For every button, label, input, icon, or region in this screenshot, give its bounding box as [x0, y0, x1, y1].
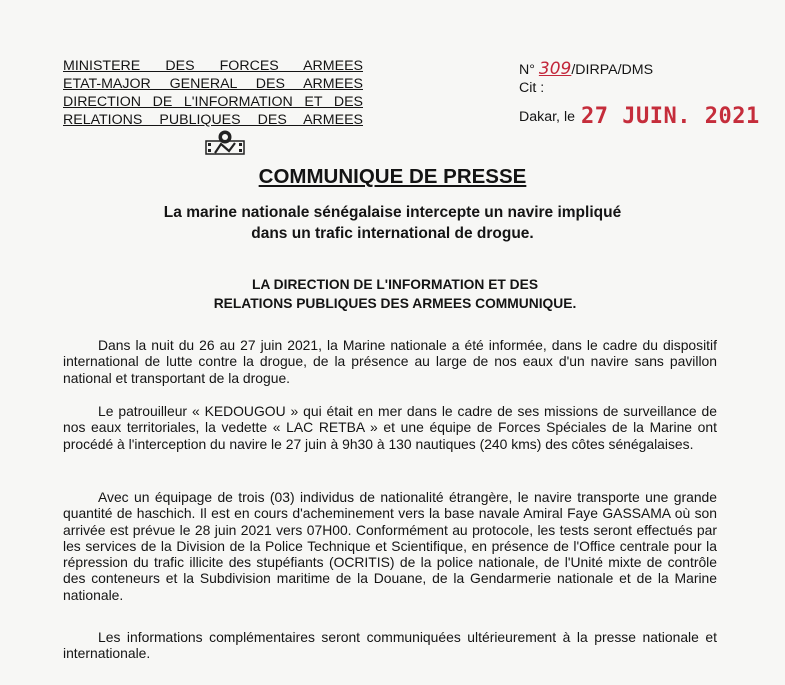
page-title [0, 165, 785, 189]
subtitle [100, 202, 685, 244]
paragraph-1: Dans la nuit du 26 au 27 juin 2021, la Marine nationale a été informée, dans le cadre du dispositif international de lutte contre la drogue, de la présence au large de nos eaux d'un navire sans pavillon national et transportant de la drogue. [63, 337, 717, 386]
reference-block [519, 60, 653, 97]
ministry-line-2: ETAT-MAJOR GENERAL DES ARMEES [63, 76, 363, 92]
paragraph-3: Avec un équipage de trois (03) individus de nationalité étrangère, le navire transporte une grande quantité de haschich. Il est en cours d'acheminement vers la base navale Amiral Faye GASSAMA où son arrivée est prévue le 28 juin 2021 vers 07H00. Conformément au protocole, les tests seront effectués par les services de la Division de la Police Technique et Scientifique, en présence de l'Office centrale pour la répression du trafic illicite des stupéfiants (OCRITIS) de la police nationale, de l'Unité mixte de contrôle des conteneurs et la Subdivision maritime de la Douane, de la Gendarmerie nationale et de la Marine nationale. [63, 489, 717, 603]
reference-label: N° [519, 62, 535, 78]
reference-number [519, 60, 653, 79]
subtitle-line-2: dans un trafic international de drogue. [251, 225, 534, 242]
reference-handwritten-number: 309 [538, 59, 572, 79]
cit-label: Cit : [519, 80, 545, 96]
ministry-line-1: MINISTERE DES FORCES ARMEES [63, 58, 363, 74]
paragraph-2: Le patrouilleur « KEDOUGOU » qui était en mer dans le cadre de ses missions de surveillance de nos eaux territoriales, la vedette « LAC RETBA » et une équipe de Forces Spéciales de la Marine ont procédé à l'interception du navire le 27 juin à 9h30 à 130 nautiques (240 kms) des côtes sénégalaises. [63, 403, 717, 452]
ministry-header [63, 57, 363, 129]
paragraph-4: Les informations complémentaires seront communiquées ultérieurement à la presse nationale et internationale. [63, 629, 717, 662]
page-title-text: COMMUNIQUE DE PRESSE [258, 165, 527, 188]
subtitle-line-1: La marine nationale sénégalaise intercepte un navire impliqué [163, 204, 622, 221]
direction-line-2: RELATIONS PUBLIQUES DES ARMEES COMMUNIQUE. [213, 296, 577, 311]
ministry-line-3: DIRECTION DE L'INFORMATION ET DES [63, 94, 363, 110]
dateline-place: Dakar, le [519, 109, 575, 125]
ministry-line-4: RELATIONS PUBLIQUES DES ARMEES [63, 112, 363, 128]
dateline [519, 104, 760, 129]
direction-line-1: LA DIRECTION DE L'INFORMATION ET DES [251, 277, 539, 292]
dirpa-emblem-icon [205, 128, 245, 156]
direction-communique-heading [140, 275, 650, 313]
reference-suffix: /DIRPA/DMS [571, 62, 654, 78]
date-stamp: 27 JUIN. 2021 [581, 104, 760, 129]
